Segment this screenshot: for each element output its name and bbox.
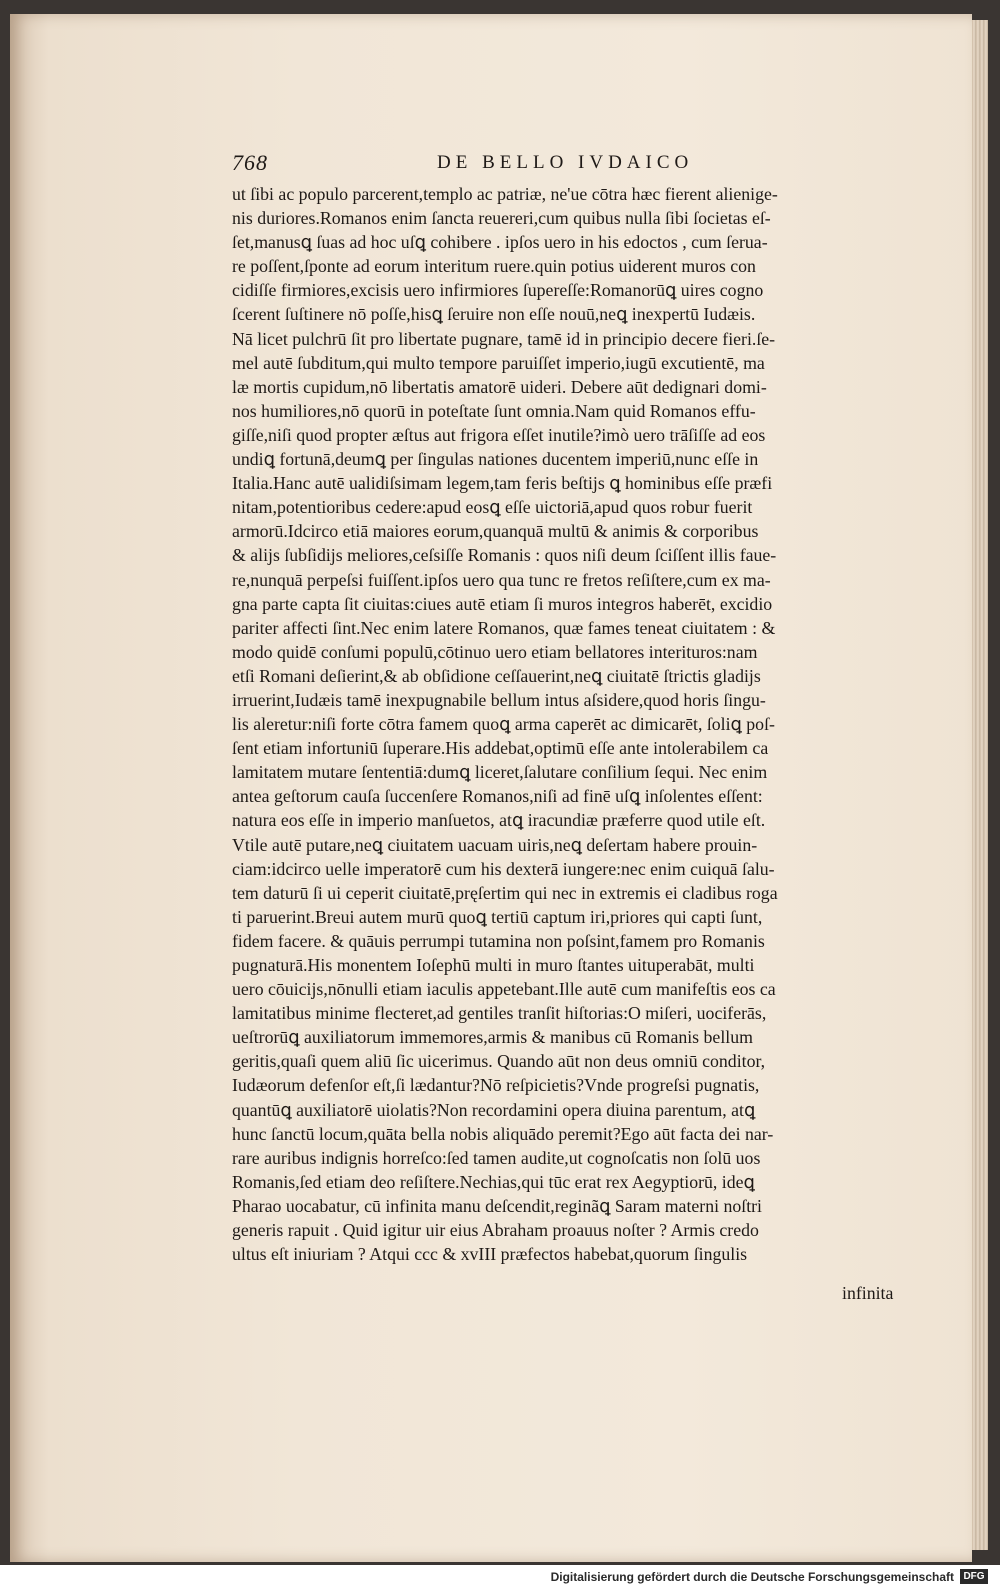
text-line: ueſtrorūꝗ auxiliatorum immemores,armis & manibus cū Romanis bellum <box>232 1027 753 1048</box>
text-line: pugnaturā.His monentem Ioſephū multi in muro ſtantes uituperabāt, multi <box>232 955 755 975</box>
text-line: pariter affecti ſint.Nec enim latere Romanos, quæ fames teneat ciuitatem : & <box>232 617 776 638</box>
text-line: modo quidē conſumi populū,cōtinuo uero etiam bellatores interituros:nam <box>232 641 758 662</box>
text-line: generis rapuit . Quid igitur uir eius Abraham proauus noſter ? Armis credo <box>232 1220 759 1241</box>
dfg-credit: Digitalisierung gefördert durch die Deutsche Forschungsgemeinschaft <box>550 1570 954 1584</box>
footer-bar <box>0 1565 1000 1590</box>
text-line: cidiſſe firmiores,excisis uero infirmiores ſupereſſe:Romanorūꝗ uires cogno <box>232 280 764 301</box>
running-header <box>232 150 910 180</box>
text-line: re poſſent,ſponte ad eorum interitum ruere.quin potius uiderent muros con <box>232 256 756 277</box>
text-line: lamitatibus minime flecteret,ad gentiles tranſit hiſtorias:O miſeri, uociferās, <box>232 1003 767 1024</box>
text-line: rare auribus indignis horreſco:ſed tamen audite,ut cognoſcatis non ſolū uos <box>232 1147 761 1168</box>
text-line: undiꝗ fortunā,deumꝗ per ſingulas nationes ducentem imperiū,nunc eſſe in <box>232 449 759 470</box>
text-line: Vtile autē putare,neꝗ ciuitatem uacuam uiris,neꝗ deſertam habere prouin- <box>232 834 758 855</box>
text-line: lamitatem mutare ſententiā:dumꝗ liceret,ſalutare conſilium ſequi. Nec enim <box>232 762 768 783</box>
text-line: nitam,potentioribus cedere:apud eosꝗ eſſe uictoriā,apud quos robur fuerit <box>232 497 753 518</box>
text-line: uero cōuicijs,nōnulli etiam iaculis appetebant.Ille autē cum manifeſtis eos ca <box>232 979 776 1000</box>
text-line: ultus eſt iniuriam ? Atqui ccc & xvIII præfectos habebat,quorum ſingulis <box>232 1244 748 1265</box>
text-line: antea geſtorum cauſa ſuccenſere Romanos,niſi ad finē uſꝗ inſolentes eſſent: <box>232 786 763 807</box>
text-line: & alijs ſubſidijs meliores,ceſsiſſe Romanis : quos niſi deum ſciſſent illis faue- <box>232 545 777 566</box>
text-line: geritis,quaſi quem aliū ſic uicerimus. Quando aūt non deus omniū conditor, <box>232 1051 766 1072</box>
body-text <box>232 182 912 1266</box>
dfg-logo-icon: DFG <box>960 1569 988 1584</box>
text-line: re,nunquā perpeſsi fuiſſent.ipſos uero qua tunc re fretos reſiſtere,cum ex ma- <box>232 569 771 590</box>
text-line: læ mortis cupidum,nō libertatis amatorē uideri. Debere aūt dedignari domi- <box>232 376 767 397</box>
text-line: gna parte capta ſit ciuitas:ciues autē etiam ſi muros integros haberēt, excidio <box>232 593 773 614</box>
text-line: armorū.Idcirco etiā maiores eorum,quanquā multū & animis & corporibus <box>232 521 759 542</box>
text-line: nos humiliores,nō quorū in poteſtate ſunt omnia.Nam quid Romanos effu- <box>232 400 756 421</box>
text-line: ſcerent ſuſtinere nō poſſe,hisꝗ ſeruire non eſſe nouū,neꝗ inexpertū Iudæis. <box>232 304 756 325</box>
text-line: mel autē ſubditum,qui multo tempore paruiſſet imperio,iugū excutientē, ma <box>232 352 765 373</box>
page-edge <box>972 20 988 1550</box>
page-number: 768 <box>232 150 268 175</box>
running-title: DE BELLO IVDAICO <box>437 152 694 173</box>
text-line: natura eos eſſe in imperio manſuetos, atꝗ iracundiæ præferre quod utile eſt. <box>232 810 766 831</box>
text-line: nis duriores.Romanos enim ſancta reuereri,cum quibus nulla ſibi ſocietas eſ- <box>232 208 771 229</box>
text-line: irruerint,Iudæis tamē inexpugnabile bellum intus aſsidere,quod horis ſingu- <box>232 689 766 710</box>
text-line: Pharao uocabatur, cū infinita manu deſcendit,reginãꝗ Saram materni noſtri <box>232 1195 762 1216</box>
text-line: hunc ſanctū locum,quāta bella nobis aliquādo peremit?Ego aūt facta dei nar- <box>232 1123 774 1144</box>
catchword: infinita <box>842 1283 894 1303</box>
text-line: ſent etiam infortuniū ſuperare.His addebat,optimū eſſe ante intolerabilem ca <box>232 738 769 759</box>
text-line: ut ſibi ac populo parcerent,templo ac patriæ, ne'ue cōtra hæc fierent alienige- <box>232 184 778 204</box>
text-line: tem daturū ſi ui ceperit ciuitatē,pręſertim qui nec in extremis ei cladibus roga <box>232 882 778 903</box>
text-line: Iudæorum defenſor eſt,ſi lædantur?Nō reſpicietis?Vnde progreſsi pugnatis, <box>232 1075 760 1096</box>
text-line: fidem facere. & quāuis perrumpi tutamina non poſsint,famem pro Romanis <box>232 930 765 951</box>
text-line: Romanis,ſed etiam deo reſiſtere.Nechias,qui tūc erat rex Aegyptiorū, ideꝗ <box>232 1171 755 1192</box>
text-line: quantūꝗ auxiliatorē uiolatis?Non recordamini opera diuina parentum, atꝗ <box>232 1099 756 1120</box>
text-line: giſſe,niſi quod propter æſtus aut frigora eſſet inutile?imò uero trāſiſſe ad eos <box>232 424 766 445</box>
text-line: Nā licet pulchrū ſit pro libertate pugnare, tamē id in principio decere fieri.ſe- <box>232 328 776 349</box>
text-line: ciam:idcirco uelle imperatorē cum his dexterā iungere:nec enim cuiquā ſalu- <box>232 858 775 879</box>
text-line: ſet,manusꝗ ſuas ad hoc uſꝗ cohibere . ipſos uero in his edoctos , cum ſerua- <box>232 232 768 253</box>
text-line: lis aleretur:niſi forte cōtra famem quoꝗ arma caperēt ac dimicarēt, ſoliꝗ poſ- <box>232 714 775 735</box>
text-line: ti paruerint.Breui autem murū quoꝗ tertiū captum iri,priores qui capti ſunt, <box>232 906 763 927</box>
text-line: Italia.Hanc autē ualidiſsimam legem,tam feris beſtijs ꝗ hominibus eſſe præfi <box>232 473 773 494</box>
text-line: etſi Romani deſierint,& ab obſidione ceſſauerint,neꝗ ciuitatē ſtrictis gladijs <box>232 665 761 686</box>
